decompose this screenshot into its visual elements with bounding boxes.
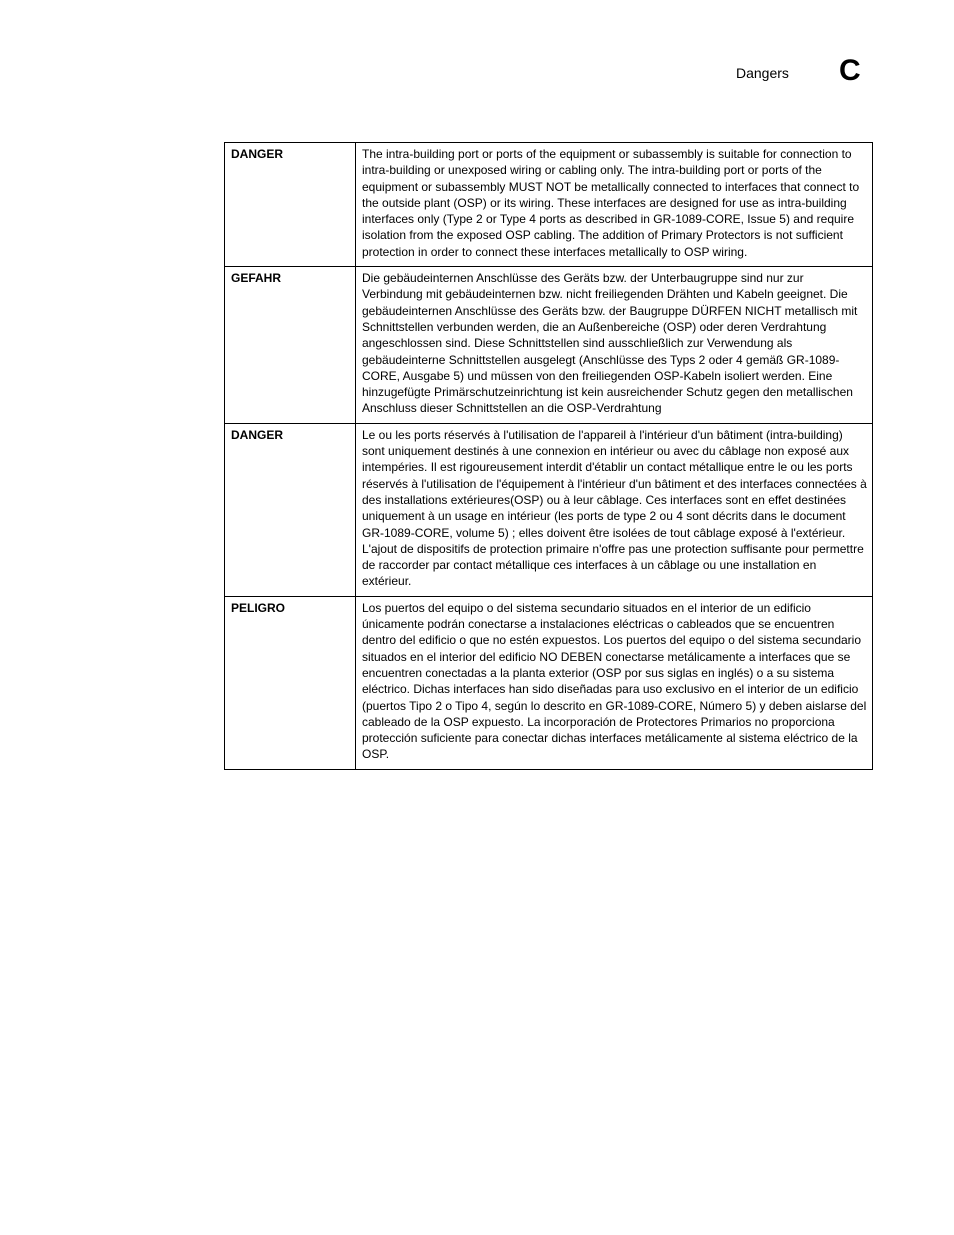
table-row — [225, 596, 873, 769]
table-row — [225, 423, 873, 596]
appendix-letter: C — [839, 54, 861, 87]
danger-label-spanish: PELIGRO — [225, 596, 356, 769]
table-row — [225, 267, 873, 424]
danger-label-french: DANGER — [225, 423, 356, 596]
running-header-title: Dangers — [736, 65, 789, 81]
danger-label-english: DANGER — [225, 143, 356, 267]
danger-text-french: Le ou les ports réservés à l'utilisation de l'appareil à l'intérieur d'un bâtiment (intra-building) sont uniquement destinés à une connexion en intérieur ou avec du câblage non exposé aux intempéries. Il est rigoureusement interdit d'établir un contact métallique entre le ou les ports réservés à l'utilisation de l'équipement à l'intérieur d'un bâtiment et des interfaces connectées à des installations extérieures(OSP) ou à leur câblage. Ces interfaces sont en effet destinées uniquement à un usage en intérieur (les ports de type 2 ou 4 sont décrits dans le document GR-1089-CORE, volume 5) ; elles doivent être isolées de tout câblage exposé à l'extérieur. L'ajout de dispositifs de protection primaire n'offre pas une protection suffisante pour permettre de raccorder par contact métallique ces interfaces à un câblage ou une installation en extérieur. — [356, 423, 873, 596]
danger-text-german: Die gebäudeinternen Anschlüsse des Geräts bzw. der Unterbaugruppe sind nur zur Verbindung mit gebäudeinternen bzw. nicht freiliegenden Drähten und Kabeln geeignet. Die gebäudeinternen Anschlüsse des Geräts bzw. der Baugruppe DÜRFEN NICHT metallisch mit Schnittstellen verbunden werden, die an Außenbereiche (OSP) oder deren Verdrahtung angeschlossen sind. Diese Schnittstellen sind ausschließlich zur Verwendung als gebäudeinterne Schnittstellen ausgelegt (Anschlüsse des Typs 2 oder 4 gemäß GR-1089-CORE, Ausgabe 5) und müssen von den freiliegenden OSP-Kabeln isoliert werden. Eine hinzugefügte Primärschutzeinrichtung ist kein ausreichender Schutz gegen den metallischen Anschluss dieser Schnittstellen an die OSP-Verdrahtung — [356, 267, 873, 424]
table-row — [225, 143, 873, 267]
dangers-table — [224, 142, 873, 770]
danger-text-english: The intra-building port or ports of the equipment or subassembly is suitable for connection to intra-building or unexposed wiring or cabling only. The intra-building port or ports of the equipment or subassembly MUST NOT be metallically connected to interfaces that connect to the outside plant (OSP) or its wiring. These interfaces are designed for use as intra-building interfaces only (Type 2 or Type 4 ports as described in GR-1089-CORE, Issue 5) and require isolation from the exposed OSP cabling. The addition of Primary Protectors is not sufficient protection in order to connect these interfaces metallically to OSP wiring. — [356, 143, 873, 267]
danger-label-german: GEFAHR — [225, 267, 356, 424]
danger-text-spanish: Los puertos del equipo o del sistema secundario situados en el interior de un edificio únicamente podrán conectarse a instalaciones eléctricas o cableados que se encuentren dentro del edificio o que no estén expuestos. Los puertos del equipo o del sistema secundario situados en el interior del edificio NO DEBEN conectarse metálicamente a interfaces que se encuentren conectadas a la planta exterior (OSP por sus siglas en inglés) o a su sistema eléctrico. Dichas interfaces han sido diseñadas para uso exclusivo en el interior de un edificio (puertos Tipo 2 o Tipo 4, según lo descrito en GR-1089-CORE, Número 5) y deben aislarse del cableado de la OSP expuesto. La incorporación de Protectores Primarios no proporciona protección suficiente para conectar dichas interfaces metálicamente al sistema eléctrico de la OSP. — [356, 596, 873, 769]
